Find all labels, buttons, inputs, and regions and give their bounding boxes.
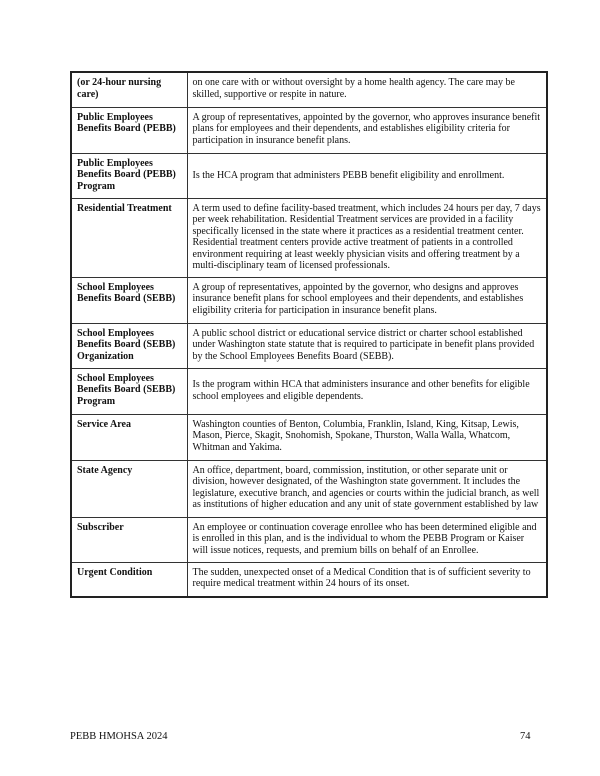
term: Public Employees Benefits Board (PEBB) Program bbox=[71, 153, 187, 198]
definition: Washington counties of Benton, Columbia, Franklin, Island, King, Kitsap, Lewis, Mason, Pierce, Skagit, Snohomish, Spokane, Thurston, Walla Walla, Whatcom, Whitman and Yakima. bbox=[187, 414, 547, 460]
term: School Employees Benefits Board (SEBB) Program bbox=[71, 368, 187, 414]
table-row bbox=[71, 153, 547, 198]
definition: Is the HCA program that administers PEBB benefit eligibility and enrollment. bbox=[187, 153, 547, 198]
term: State Agency bbox=[71, 460, 187, 517]
term: School Employees Benefits Board (SEBB) Organization bbox=[71, 323, 187, 368]
definition: An employee or continuation coverage enrollee who has been determined eligible and is enrolled in this plan, and is the individual to whom the PEBB Program or Kaiser will issue notices, requests, and premium bills on behalf of an Enrollee. bbox=[187, 517, 547, 562]
definition: A group of representatives, appointed by the governor, who designs and approves insurance benefit plans for school employees and their dependents, and establishes eligibility criteria for participation in insurance benefit plans. bbox=[187, 277, 547, 323]
definition: An office, department, board, commission, institution, or other separate unit or division, however designated, of the Washington state government. It includes the legislature, executive branch, and agencies or courts within the judicial branch, as well as institutions of higher education and any unit of state government established by law bbox=[187, 460, 547, 517]
definition: A public school district or educational service district or charter school established under Washington state statute that is required to participate in benefit plans provided by the School Employees Benefits Board (SEBB). bbox=[187, 323, 547, 368]
table-row bbox=[71, 198, 547, 277]
term: Residential Treatment bbox=[71, 198, 187, 277]
definition: Is the program within HCA that administers insurance and other benefits for eligible school employees and eligible dependents. bbox=[187, 368, 547, 414]
footer-document-title: PEBB HMOHSA 2024 bbox=[70, 731, 168, 742]
term: (or 24-hour nursing care) bbox=[71, 72, 187, 107]
table-row bbox=[71, 414, 547, 460]
table-row bbox=[71, 72, 547, 107]
term: Service Area bbox=[71, 414, 187, 460]
table-row bbox=[71, 562, 547, 597]
table-row bbox=[71, 277, 547, 323]
table-row bbox=[71, 323, 547, 368]
table-row bbox=[71, 517, 547, 562]
definition: A term used to define facility-based treatment, which includes 24 hours per day, 7 days per week rehabilitation. Residential Treatment services are provided in a facility specifically licensed in the state where it practices as a residential treatment center. Residential treatment centers provide active treatment of patients in a controlled environment requiring at least weekly physician visits and offering treatment by a multi-disciplinary team of licensed professionals. bbox=[187, 198, 547, 277]
definition: A group of representatives, appointed by the governor, who approves insurance benefit plans for employees and their dependents, and establishes eligibility criteria for participation in insurance benefit plans. bbox=[187, 107, 547, 153]
term: Urgent Condition bbox=[71, 562, 187, 597]
table-row bbox=[71, 460, 547, 517]
definitions-table bbox=[70, 71, 548, 598]
footer-page-number: 74 bbox=[520, 731, 531, 742]
term: Public Employees Benefits Board (PEBB) bbox=[71, 107, 187, 153]
table-row bbox=[71, 368, 547, 414]
table-row bbox=[71, 107, 547, 153]
term: Subscriber bbox=[71, 517, 187, 562]
term: School Employees Benefits Board (SEBB) bbox=[71, 277, 187, 323]
definition: on one care with or without oversight by a home health agency. The care may be skilled, supportive or respite in nature. bbox=[187, 72, 547, 107]
definition: The sudden, unexpected onset of a Medical Condition that is of sufficient severity to require medical treatment within 24 hours of its onset. bbox=[187, 562, 547, 597]
